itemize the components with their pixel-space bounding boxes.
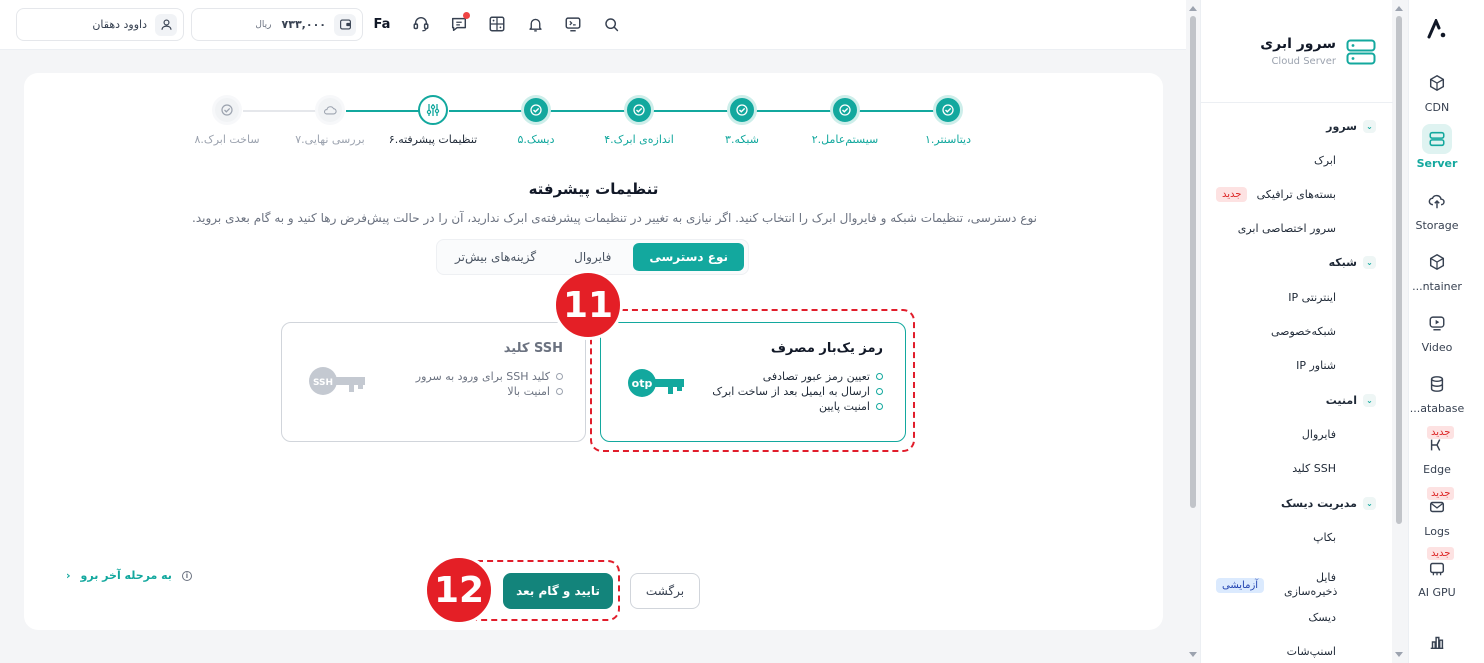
rail-item-analytics[interactable] <box>1409 627 1465 660</box>
feature-text: امنیت بالا <box>507 385 550 398</box>
video-icon <box>1422 308 1452 338</box>
rail-item-storage[interactable] <box>1409 186 1465 232</box>
sidebar-item-snapshot[interactable] <box>1200 645 1392 658</box>
sidebar-item-label: فایل ذخیره‌سازی <box>1284 571 1338 598</box>
cdn-icon <box>1422 68 1452 98</box>
beta-badge: آزمایشی <box>1216 578 1264 593</box>
step-label: ۸.ساخت ابرک <box>194 133 260 146</box>
list-item <box>416 384 563 399</box>
database-icon <box>1422 369 1452 399</box>
ssh-key-icon <box>308 366 366 396</box>
cloud-upload-icon <box>1422 186 1452 216</box>
sidebar-item-floating-ip[interactable] <box>1200 359 1392 372</box>
tab-access-type[interactable]: نوع دسترسی <box>633 243 744 271</box>
sidebar-item-file-storage[interactable] <box>1200 571 1392 599</box>
sidebar-item-label: سرور اختصاصی ابری <box>1237 222 1336 235</box>
scrollbar-thumb[interactable] <box>1396 16 1402 524</box>
new-badge: جدید <box>1216 187 1247 202</box>
annotation-highlight <box>590 309 915 452</box>
step-1-check-icon[interactable] <box>933 95 963 125</box>
annotation-badge: 11 <box>553 270 623 340</box>
support-icon[interactable] <box>410 13 432 35</box>
console-icon[interactable] <box>562 13 584 35</box>
otp-key-text: otp <box>631 377 653 390</box>
sidebar-item-label: فایروال <box>1301 428 1336 441</box>
sidebar-item-label: بکاپ <box>1313 531 1336 544</box>
rail-label: ...atabase <box>1409 402 1465 415</box>
sidebar-item-ssh-key[interactable] <box>1200 462 1392 475</box>
sidebar-item-label: IP شناور <box>1296 359 1336 372</box>
ssh-key-text: SSH <box>312 378 334 388</box>
divider <box>1201 102 1393 103</box>
feature-text: تعیین رمز عبور تصادفی <box>762 370 870 383</box>
rail-label: Storage <box>1415 219 1459 232</box>
sidebar-item-disk[interactable] <box>1200 611 1392 624</box>
step-7-cloud-icon <box>315 95 345 125</box>
rail-item-server[interactable] <box>1409 124 1465 170</box>
rail-item-cdn[interactable] <box>1409 68 1465 114</box>
new-badge: جدید <box>1427 426 1454 439</box>
rail-label: Server <box>1416 157 1458 170</box>
wallet-balance[interactable] <box>191 8 363 41</box>
scroll-up-icon <box>1394 4 1404 12</box>
step-label: ۲.سیستم‌عامل <box>811 133 879 146</box>
scroll-down-icon <box>1188 651 1198 659</box>
sidebar-group-disk-management[interactable] <box>1200 497 1392 510</box>
rail-label: Video <box>1421 341 1453 354</box>
go-to-last-step-link[interactable] <box>66 569 192 582</box>
sidebar-item-label: بسته‌های ترافیکی <box>1256 188 1336 201</box>
section-description: نوع دسترسی، تنظیمات شبکه و فایروال ابرک را انتخاب کنید. اگر نیازی به تغییر در تنظیمات پیشرفته‌ی ابرک ندارید، آن را در حالت پیش‌فرض رها کنید و به گام بعدی بروید. <box>192 211 1037 225</box>
chat-icon[interactable] <box>448 13 470 35</box>
last-step-label: به مرحله آخر برو <box>80 569 172 582</box>
bullet-icon <box>556 388 563 395</box>
step-label: ۵.دیسک <box>517 133 555 146</box>
sidebar-scrollbar[interactable] <box>1394 0 1404 663</box>
user-name: داوود دهقان <box>92 18 147 31</box>
scroll-down-icon <box>1394 651 1404 659</box>
notification-dot <box>463 12 470 19</box>
chevron-down-icon: ⌄ <box>1363 120 1376 133</box>
sidebar-item-label: کلید SSH <box>1292 462 1336 475</box>
sidebar-item-public-ip[interactable] <box>1200 291 1392 304</box>
top-bar <box>0 0 1186 50</box>
server-icon <box>1346 39 1376 65</box>
annotation-badge: 12 <box>424 555 494 625</box>
chevron-down-icon: ⌄ <box>1363 394 1376 407</box>
chevron-left-icon: › <box>66 569 71 582</box>
sidebar-item-label: IP اینترنتی <box>1288 291 1336 304</box>
wallet-amount: ۷۳۳,۰۰۰ <box>281 18 326 31</box>
server-icon <box>1422 124 1452 154</box>
sidebar-group-server[interactable] <box>1200 120 1392 133</box>
section-title: تنظیمات پیشرفته <box>528 180 659 198</box>
sidebar-item-firewall[interactable] <box>1200 428 1392 441</box>
server-sidebar <box>1200 0 1392 663</box>
step-6-settings-icon[interactable] <box>418 95 448 125</box>
sidebar-item-label: دیسک <box>1308 611 1336 624</box>
sidebar-item-abrak[interactable] <box>1200 154 1392 167</box>
sidebar-item-traffic-packages[interactable] <box>1200 188 1392 201</box>
sidebar-item-backup[interactable] <box>1200 531 1392 544</box>
step-2-check-icon[interactable] <box>830 95 860 125</box>
step-connector <box>449 110 522 112</box>
sidebar-item-private-network[interactable] <box>1200 325 1392 338</box>
step-connector <box>243 110 316 112</box>
product-rail <box>1408 0 1484 663</box>
sidebar-item-label: ابرک <box>1313 154 1336 167</box>
sidebar-subtitle: Cloud Server <box>1271 56 1336 67</box>
scroll-up-icon <box>1188 4 1198 12</box>
sidebar-item-label: سرور <box>1326 120 1357 133</box>
step-8-check-icon <box>212 95 242 125</box>
info-icon: i <box>182 571 192 581</box>
ssh-feature-list <box>416 369 563 399</box>
new-badge: جدید <box>1427 547 1454 560</box>
tab-firewall[interactable]: فایروال <box>574 250 612 264</box>
user-menu[interactable] <box>16 8 184 41</box>
sidebar-item-label: مدیریت دیسک <box>1281 497 1357 510</box>
sidebar-item-label: شبکه <box>1328 256 1357 269</box>
sidebar-group-security[interactable] <box>1200 394 1392 407</box>
list-item <box>416 369 563 384</box>
bar-chart-icon <box>1422 627 1452 657</box>
scrollbar-thumb[interactable] <box>1190 16 1196 508</box>
sidebar-group-network[interactable] <box>1200 256 1392 269</box>
step-4-check-icon[interactable] <box>624 95 654 125</box>
new-badge: جدید <box>1427 487 1454 500</box>
sidebar-title: سرور ابری <box>1260 36 1336 52</box>
step-5-check-icon[interactable] <box>521 95 551 125</box>
bullet-icon <box>556 373 563 380</box>
apps-grid-icon[interactable] <box>486 13 508 35</box>
content-scrollbar[interactable] <box>1188 0 1198 663</box>
brand-logo <box>1426 19 1448 39</box>
wallet-icon <box>334 14 356 36</box>
sidebar-item-label: شبکه‌خصوصی <box>1270 325 1336 338</box>
otp-option-title: رمز یک‌بار مصرف <box>770 341 883 356</box>
confirm-next-button[interactable]: تایید و گام بعد <box>503 573 613 609</box>
chevron-down-icon: ⌄ <box>1363 497 1376 510</box>
rail-item-database[interactable] <box>1409 369 1465 415</box>
sidebar-item-label: اسنپ‌شات <box>1286 645 1336 658</box>
rail-label: CDN <box>1424 101 1450 114</box>
create-server-card <box>24 73 1163 630</box>
container-icon <box>1422 247 1452 277</box>
step-label: ۱.دیتاسنتر <box>925 133 971 146</box>
feature-text: ارسال به ایمیل بعد از ساخت ابرک <box>712 385 870 398</box>
search-icon[interactable] <box>600 13 622 35</box>
chevron-down-icon: ⌄ <box>1363 256 1376 269</box>
wallet-currency: ریال <box>255 19 272 30</box>
sidebar-item-label: امنیت <box>1325 394 1357 407</box>
back-button[interactable]: برگشت <box>630 573 700 609</box>
user-icon <box>155 14 177 36</box>
sidebar-item-dedicated-server[interactable] <box>1200 222 1392 235</box>
step-label: ۷.بررسی نهایی <box>295 133 365 146</box>
feature-text: امنیت پایین <box>818 400 870 413</box>
step-connector <box>346 110 426 112</box>
feature-text: کلید SSH برای ورود به سرور <box>415 370 550 383</box>
ssh-option-title: کلید SSH <box>503 341 563 356</box>
ssh-option-card[interactable] <box>281 322 586 442</box>
step-label: ۶.تنظیمات پیشرفته <box>388 133 478 146</box>
bell-icon[interactable] <box>524 13 546 35</box>
step-label: ۴.اندازه‌ی ابرک <box>604 133 674 146</box>
rail-label: Logs <box>1424 525 1450 538</box>
rail-item-video[interactable] <box>1409 308 1465 354</box>
language-switch[interactable]: Fa <box>373 16 391 32</box>
step-label: ۳.شبکه <box>725 133 759 146</box>
rail-label: AI GPU <box>1418 586 1456 599</box>
rail-item-container[interactable] <box>1409 247 1465 293</box>
rail-label: ...ntainer <box>1412 280 1462 293</box>
sidebar-header <box>1260 36 1376 67</box>
rail-label: Edge <box>1423 463 1451 476</box>
step-3-check-icon[interactable] <box>727 95 757 125</box>
tab-more-options[interactable]: گزینه‌های بیش‌تر <box>454 250 537 264</box>
